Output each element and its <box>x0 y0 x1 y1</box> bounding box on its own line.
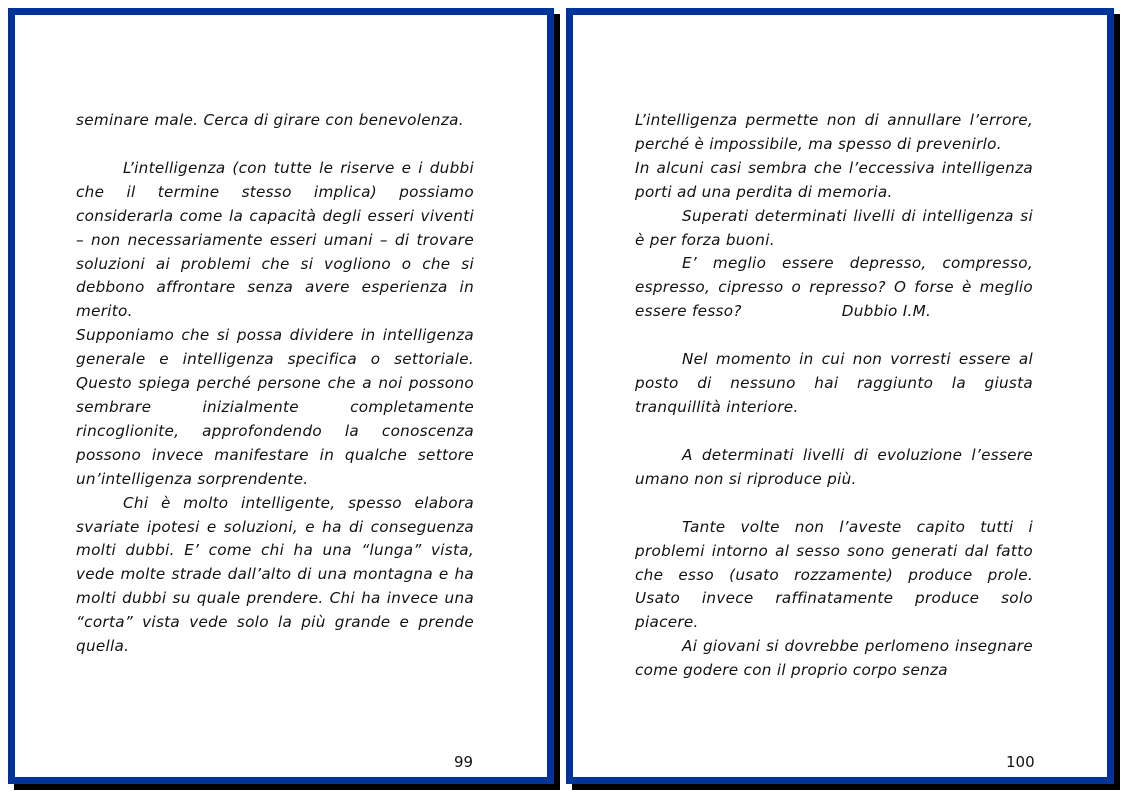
paragraph: Chi è molto intelligente, spesso elabora svariate ipotesi e soluzioni, e ha di conseguenza molti dubbi. E’ come chi ha una “lunga” vista, vede molte strade dall’alto di una montagna e ha molti dubbi su quale prendere. Chi ha invece una “corta” vista vede solo la più grande e prende quella. <box>76 493 474 656</box>
paragraph: In alcuni casi sembra che l’eccessiva intelligenza porti ad una perdita di memoria. <box>635 158 1033 201</box>
paragraph: A determinati livelli di evoluzione l’essere umano non si riproduce più. <box>635 445 1033 488</box>
paragraph-text: E’ meglio essere depresso, compresso, espresso, cipresso o represso? O forse è meglio essere fesso? <box>635 254 1033 321</box>
paragraph: Nel momento in cui non vorresti essere al posto di nessuno hai raggiunto la giusta tranquillità interiore. <box>635 350 1033 416</box>
paragraph: L’intelligenza permette non di annullare l’errore, perché è impossibile, ma spesso di prevenirlo. <box>635 111 1033 153</box>
paragraph: Supponiamo che si possa dividere in intelligenza generale e intelligenza specifica o settoriale. Questo spiega perché persone che a noi possono sembrare inizialmente completamente rincoglionite, approfondendo la conoscenza possono invece manifestare in qualche settore un’intelligenza sorprendente. <box>76 326 474 488</box>
page-number: 100 <box>1006 753 1035 771</box>
paragraph <box>635 252 1033 324</box>
left-page <box>8 8 554 784</box>
page-number: 99 <box>454 753 474 771</box>
signature: Dubbio I.M. <box>841 302 932 321</box>
paragraph: seminare male. Cerca di girare con benevolenza. <box>76 111 464 129</box>
paragraph-gap <box>635 324 1033 348</box>
paragraph-gap <box>76 133 474 157</box>
right-page-text <box>635 109 1033 683</box>
paragraph: Tante volte non l’aveste capito tutti i problemi intorno al sesso sono generati dal fatto che esso (usato rozzamente) produce prole. Usato invece raffinatamente produce solo piacere. <box>635 517 1033 632</box>
paragraph: Superati determinati livelli di intelligenza si è per forza buoni. <box>635 206 1033 249</box>
right-page <box>566 8 1114 784</box>
paragraph: L’intelligenza (con tutte le riserve e i dubbi che il termine stesso implica) possiamo considerarla come la capacità degli esseri viventi – non necessariamente esseri umani – di trovare soluzioni ai problemi che si vogliono o che si debbono affrontare senza avere esperienza in merito. <box>76 158 474 321</box>
paragraph-gap <box>635 420 1033 444</box>
left-page-text <box>76 109 474 659</box>
paragraph-gap <box>635 492 1033 516</box>
paragraph: Ai giovani si dovrebbe perlomeno insegnare come godere con il proprio corpo senza <box>635 637 1033 680</box>
